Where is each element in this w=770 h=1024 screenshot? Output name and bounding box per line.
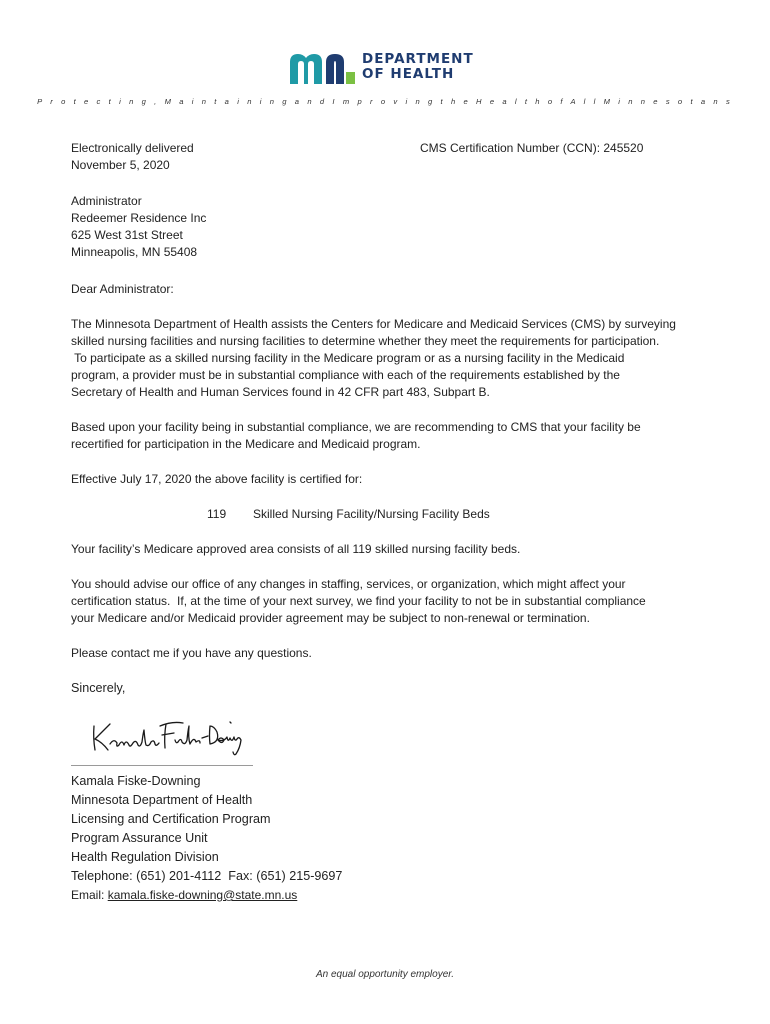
signature-block bbox=[71, 772, 342, 905]
contact-line: Please contact me if you have any questions. bbox=[71, 646, 312, 660]
email-link[interactable]: kamala.fiske-downing@state.mn.us bbox=[107, 888, 298, 902]
paragraph-line: program, a provider must be in substantial compliance with each of the requirements established by the bbox=[71, 368, 620, 382]
salutation: Dear Administrator: bbox=[71, 282, 174, 296]
approved-area: Your facility’s Medicare approved area consists of all 119 skilled nursing facility beds. bbox=[71, 542, 521, 556]
footer-note: An equal opportunity employer. bbox=[315, 969, 455, 980]
signer-phone: Telephone: (651) 201-4112 Fax: (651) 215-9697 bbox=[71, 869, 343, 883]
paragraph-line: certification status. If, at the time of your next survey, we find your facility to not be in substantial compliance bbox=[71, 594, 646, 608]
address-line: Administrator bbox=[71, 194, 142, 208]
handwritten-signature-icon bbox=[86, 712, 246, 762]
signer-name: Kamala Fiske-Downing bbox=[71, 774, 201, 788]
signer-division: Health Regulation Division bbox=[71, 850, 219, 864]
address-line: Redeemer Residence Inc bbox=[71, 211, 207, 225]
bed-count: 119 bbox=[207, 507, 227, 521]
dept-line-1: DEPARTMENT bbox=[362, 51, 474, 67]
signer-unit: Program Assurance Unit bbox=[71, 831, 208, 845]
letter-date: November 5, 2020 bbox=[71, 158, 170, 172]
delivery-method: Electronically delivered bbox=[71, 141, 194, 155]
paragraph-line: recertified for participation in the Medicare and Medicaid program. bbox=[71, 437, 421, 451]
paragraph-line: You should advise our office of any changes in staffing, services, or organization, which might affect your bbox=[71, 577, 626, 591]
recipient-address bbox=[71, 193, 206, 261]
paragraph-line: Based upon your facility being in substantial compliance, we are recommending to CMS that your facility be bbox=[71, 420, 641, 434]
dept-line-2: OF HEALTH bbox=[362, 65, 455, 82]
email-label: Email: bbox=[71, 888, 108, 902]
paragraph-3 bbox=[71, 576, 711, 627]
delivery-block bbox=[71, 140, 194, 174]
ccn-number: CMS Certification Number (CCN): 245520 bbox=[420, 141, 644, 155]
signer-email-line bbox=[71, 886, 342, 905]
bed-type: Skilled Nursing Facility/Nursing Facility Beds bbox=[253, 507, 490, 521]
paragraph-line: Secretary of Health and Human Services found in 42 CFR part 483, Subpart B. bbox=[71, 385, 490, 399]
signer-org: Minnesota Department of Health bbox=[71, 793, 253, 807]
closing: Sincerely, bbox=[71, 681, 126, 695]
address-line: 625 West 31st Street bbox=[71, 228, 183, 242]
department-name bbox=[362, 52, 474, 81]
mn-logo-icon bbox=[289, 52, 359, 86]
paragraph-line: To participate as a skilled nursing facility in the Medicare program or as a nursing facility in the Medicaid bbox=[71, 351, 625, 365]
effective-statement: Effective July 17, 2020 the above facility is certified for: bbox=[71, 472, 363, 486]
paragraph-2 bbox=[71, 419, 711, 453]
address-line: Minneapolis, MN 55408 bbox=[71, 245, 198, 259]
paragraph-line: The Minnesota Department of Health assists the Centers for Medicare and Medicaid Services (CMS) by surveying bbox=[71, 317, 676, 331]
paragraph-line: skilled nursing facilities and nursing facilities to determine whether they meet the requirements for participation. bbox=[71, 334, 660, 348]
signature-image bbox=[86, 712, 246, 762]
paragraph-line: your Medicare and/or Medicaid provider agreement may be subject to non-renewal or termination. bbox=[71, 611, 590, 625]
signature-rule bbox=[71, 765, 253, 766]
tagline: P r o t e c t i n g , M a i n t a i n i n g a n d I m p r o v i n g t h e H e a l t h o f A l l M i n n e s o t a n s bbox=[37, 97, 733, 106]
paragraph-1 bbox=[71, 316, 711, 401]
signer-program: Licensing and Certification Program bbox=[71, 812, 271, 826]
